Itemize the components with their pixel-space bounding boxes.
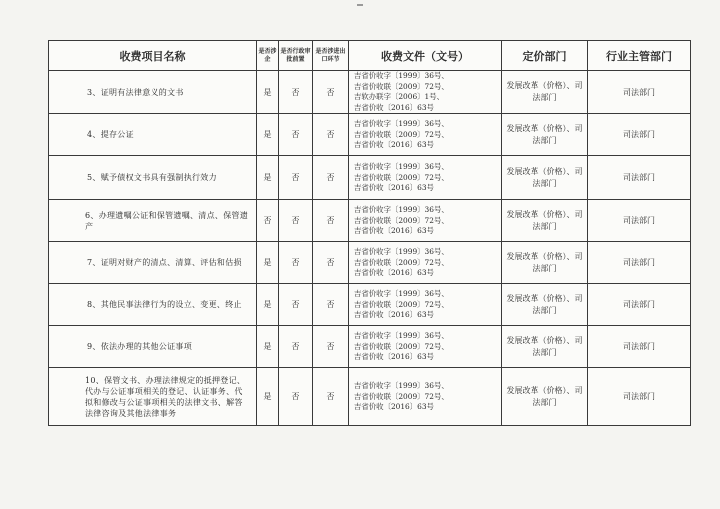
fee-documents-cell bbox=[349, 326, 502, 368]
pricing-dept-cell: 发展改革（价格）、司法部门 bbox=[502, 71, 588, 114]
admin-approval-cell: 否 bbox=[279, 156, 313, 200]
document-number: 吉省价收〔2016〕63号 bbox=[354, 402, 434, 412]
admin-approval-cell: 否 bbox=[279, 284, 313, 326]
table-body bbox=[49, 71, 691, 426]
pricing-dept-cell: 发展改革（价格）、司法部门 bbox=[502, 200, 588, 242]
document-number: 吉省价收联〔2009〕72号、 bbox=[354, 257, 449, 267]
fee-table bbox=[48, 40, 691, 426]
header-involves-enterprise: 是否涉企 bbox=[257, 41, 279, 71]
document-number: 吉省价收〔2016〕63号 bbox=[354, 226, 434, 236]
fee-documents-cell bbox=[349, 114, 502, 156]
table-header bbox=[49, 41, 691, 71]
pricing-dept-cell: 发展改革（价格）、司法部门 bbox=[502, 114, 588, 156]
fee-item-name: 5、赋予债权文书具有强制执行效力 bbox=[49, 156, 257, 200]
fee-item-name: 3、证明有法律意义的文书 bbox=[49, 71, 257, 114]
import-export-cell: 否 bbox=[313, 114, 349, 156]
industry-dept-cell: 司法部门 bbox=[588, 284, 691, 326]
document-number: 吉省价收联〔2009〕72号、 bbox=[354, 391, 449, 401]
document-number: 吉省价收字〔1999〕36号、 bbox=[354, 161, 449, 171]
pricing-dept-cell: 发展改革（价格）、司法部门 bbox=[502, 156, 588, 200]
admin-approval-cell: 否 bbox=[279, 368, 313, 426]
import-export-cell: 否 bbox=[313, 156, 349, 200]
header-name: 收费项目名称 bbox=[49, 41, 257, 71]
import-export-cell: 否 bbox=[313, 242, 349, 284]
document-number: 吉省价收联〔2009〕72号、 bbox=[354, 129, 449, 139]
table-row bbox=[49, 156, 691, 200]
document-number: 吉省价收字〔1999〕36号、 bbox=[354, 380, 449, 390]
pricing-dept-cell: 发展改革（价格）、司法部门 bbox=[502, 368, 588, 426]
fee-item-name: 10、保管文书、办理法律规定的抵押登记、代办与公证事项相关的登记、认证事务、代拟和修改与公证事项相关的法律文书、解答法律咨询及其他法律事务 bbox=[49, 368, 257, 426]
table-row bbox=[49, 71, 691, 114]
document-number: 吉省价收〔2016〕63号 bbox=[354, 268, 434, 278]
industry-dept-cell: 司法部门 bbox=[588, 200, 691, 242]
admin-approval-cell: 否 bbox=[279, 71, 313, 114]
fee-item-name: 9、依法办理的其他公证事项 bbox=[49, 326, 257, 368]
document-number: 吉省价收〔2016〕63号 bbox=[354, 102, 434, 112]
fee-documents-cell bbox=[349, 156, 502, 200]
fee-documents-cell bbox=[349, 284, 502, 326]
pricing-dept-cell: 发展改革（价格）、司法部门 bbox=[502, 284, 588, 326]
industry-dept-cell: 司法部门 bbox=[588, 156, 691, 200]
admin-approval-cell: 否 bbox=[279, 114, 313, 156]
admin-approval-cell: 否 bbox=[279, 326, 313, 368]
import-export-cell: 否 bbox=[313, 326, 349, 368]
table-row bbox=[49, 114, 691, 156]
industry-dept-cell: 司法部门 bbox=[588, 368, 691, 426]
fee-item-name: 6、办理遗嘱公证和保管遗嘱、清点、保管遗产 bbox=[49, 200, 257, 242]
table-row bbox=[49, 368, 691, 426]
document-number: 吉软办联字〔2006〕1号、 bbox=[354, 92, 445, 102]
document-number: 吉省价收联〔2009〕72号、 bbox=[354, 81, 449, 91]
pricing-dept-cell: 发展改革（价格）、司法部门 bbox=[502, 242, 588, 284]
involves-enterprise-cell: 是 bbox=[257, 156, 279, 200]
fee-documents-cell bbox=[349, 242, 502, 284]
document-number: 吉省价收联〔2009〕72号、 bbox=[354, 215, 449, 225]
involves-enterprise-cell: 是 bbox=[257, 242, 279, 284]
document-number: 吉省价收字〔1999〕36号、 bbox=[354, 288, 449, 298]
industry-dept-cell: 司法部门 bbox=[588, 114, 691, 156]
document-number: 吉省价收字〔1999〕36号、 bbox=[354, 246, 449, 256]
industry-dept-cell: 司法部门 bbox=[588, 71, 691, 114]
pricing-dept-cell: 发展改革（价格）、司法部门 bbox=[502, 326, 588, 368]
table-row bbox=[49, 326, 691, 368]
table-row bbox=[49, 200, 691, 242]
header-documents: 收费文件（文号） bbox=[349, 41, 502, 71]
admin-approval-cell: 否 bbox=[279, 200, 313, 242]
document-number: 吉省价收〔2016〕63号 bbox=[354, 310, 434, 320]
fee-documents-cell bbox=[349, 71, 502, 114]
table-row bbox=[49, 284, 691, 326]
document-number: 吉省价收〔2016〕63号 bbox=[354, 140, 434, 150]
header-import-export: 是否涉进出口环节 bbox=[313, 41, 349, 71]
import-export-cell: 否 bbox=[313, 71, 349, 114]
document-number: 吉省价收联〔2009〕72号、 bbox=[354, 299, 449, 309]
document-number: 吉省价收〔2016〕63号 bbox=[354, 352, 434, 362]
import-export-cell: 否 bbox=[313, 200, 349, 242]
header-admin-approval: 是否行政审批前置 bbox=[279, 41, 313, 71]
document-number: 吉省价收字〔1999〕36号、 bbox=[354, 118, 449, 128]
page-mark bbox=[357, 4, 363, 6]
header-industry-dept: 行业主管部门 bbox=[588, 41, 691, 71]
involves-enterprise-cell: 是 bbox=[257, 368, 279, 426]
document-number: 吉省价收字〔1999〕36号、 bbox=[354, 204, 449, 214]
industry-dept-cell: 司法部门 bbox=[588, 326, 691, 368]
fee-item-name: 4、提存公证 bbox=[49, 114, 257, 156]
document-number: 吉省价收字〔1999〕36号、 bbox=[354, 330, 449, 340]
document-number: 吉省价收联〔2009〕72号、 bbox=[354, 341, 449, 351]
involves-enterprise-cell: 是 bbox=[257, 114, 279, 156]
document-number: 吉省价收〔2016〕63号 bbox=[354, 183, 434, 193]
involves-enterprise-cell: 是 bbox=[257, 71, 279, 114]
admin-approval-cell: 否 bbox=[279, 242, 313, 284]
fee-documents-cell bbox=[349, 368, 502, 426]
table-row bbox=[49, 242, 691, 284]
header-pricing-dept: 定价部门 bbox=[502, 41, 588, 71]
fee-item-name: 7、证明对财产的清点、清算、评估和估损 bbox=[49, 242, 257, 284]
document-number: 吉省价收字〔1999〕36号、 bbox=[354, 71, 449, 80]
fee-item-name: 8、其他民事法律行为的设立、变更、终止 bbox=[49, 284, 257, 326]
fee-documents-cell bbox=[349, 200, 502, 242]
document-number: 吉省价收联〔2009〕72号、 bbox=[354, 172, 449, 182]
involves-enterprise-cell: 是 bbox=[257, 284, 279, 326]
import-export-cell: 否 bbox=[313, 284, 349, 326]
industry-dept-cell: 司法部门 bbox=[588, 242, 691, 284]
involves-enterprise-cell: 否 bbox=[257, 200, 279, 242]
involves-enterprise-cell: 是 bbox=[257, 326, 279, 368]
import-export-cell: 否 bbox=[313, 368, 349, 426]
